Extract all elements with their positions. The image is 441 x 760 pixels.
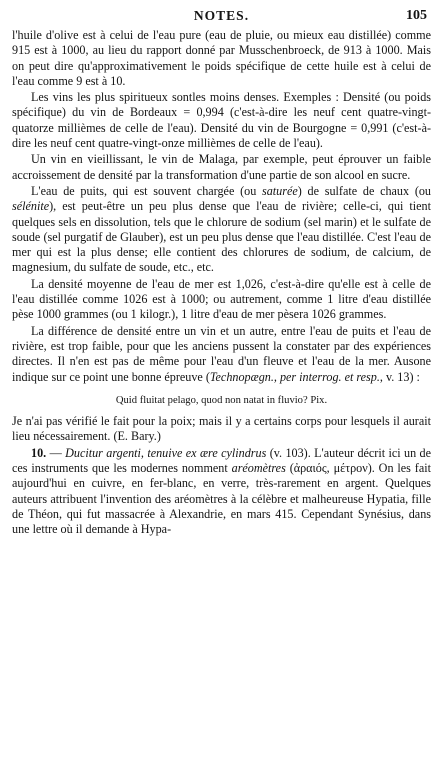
page-number: 105 bbox=[406, 8, 427, 23]
italic-text: Ducitur argenti, tenuive ex ære cylindrus bbox=[65, 445, 267, 460]
paragraph bbox=[12, 414, 431, 445]
note-number: 10. bbox=[31, 445, 47, 460]
paragraph bbox=[12, 90, 431, 151]
body-text bbox=[12, 28, 431, 538]
page-header bbox=[12, 6, 431, 28]
paragraph bbox=[12, 28, 431, 89]
text-run: Quid fluitat pelago, quod non natat in fluvio? Pix. bbox=[115, 394, 328, 406]
paragraph bbox=[12, 152, 431, 183]
text-run: l'huile d'olive est à celui de l'eau pure (eau de pluie, ou mieux eau distillée) comme 915 est à 1000, au lieu du rapport donné par Musschenbroeck, de 913 à 1000. Mais on peut dire qu'approximativement le poids spécifique de cette huile est à celui de l'eau comme 9 est à 10. bbox=[12, 28, 431, 88]
quotation bbox=[12, 393, 431, 408]
text-run: ) de sulfate de chaux (ou bbox=[297, 183, 431, 198]
text-run: (ἀραιός, μέτρον). On les fait aujourd'hui en cuivre, en fer-blanc, en verre, très-rarement en argent. Quelques auteurs attribuent l'invention des aréomètres à la célèbre et malheureuse Hypatia, fille de Théon, qui fut massacrée à Alexandrie, en mars 415. Cependant Synésius, dans une lettre où il demande à Hypa- bbox=[12, 461, 431, 537]
text-run: Les vins les plus spiritueux sontles moins denses. Exemples : Densité (ou poids spécifique) du vin de Bordeaux = 0,994 (c'est-à-dire les neuf cent quatre-vingt-quatorze millièmes de celle de l'eau). Densité du vin de Bourgogne = 0,991 (c'est-à-dire les neuf cent quatre-vingt-onze millièmes de celle de l'eau). bbox=[12, 90, 431, 151]
italic-text: sélénite bbox=[12, 199, 50, 214]
text-run: — bbox=[46, 445, 66, 460]
paragraph bbox=[12, 324, 431, 385]
italic-text: aréomètres bbox=[231, 461, 286, 476]
text-run: La densité moyenne de l'eau de mer est 1,026, c'est-à-dire qu'elle est à celle de l'eau distillée comme 1026 est à 1000; ou autrement, comme 1 litre d'eau distillée pèse 1000 grammes (ou 1 kilogr.), 1 litre d'eau de mer pèsera 1026 grammes. bbox=[12, 276, 431, 322]
text-run: (v. 103). L'auteur décrit ici un de ces instruments que les modernes nomment bbox=[12, 445, 432, 476]
paragraph bbox=[12, 446, 431, 538]
paragraph bbox=[12, 277, 431, 323]
text-run: Je n'ai pas vérifié le fait pour la poix; mais il y a certains corps pour lesquels il aurait lieu nécessairement. (E. Bary.) bbox=[12, 414, 431, 444]
italic-text: Technopægn., per interrog. et resp. bbox=[209, 369, 380, 384]
italic-text: saturée bbox=[262, 183, 298, 198]
paragraph bbox=[12, 184, 431, 276]
text-run: Un vin en vieillissant, le vin de Malaga, par exemple, peut éprouver un faible accroissement de densité par la transformation d'une partie de son alcool en sucre. bbox=[12, 152, 431, 182]
running-title: NOTES. bbox=[193, 8, 250, 23]
text-run: L'eau de puits, qui est souvent chargée (ou bbox=[31, 183, 263, 198]
text-run: La différence de densité entre un vin et un autre, entre l'eau de puits et l'eau de rivière, est trop faible, pour que les anciens pussent la constater par des expériences directes. Il n'en est pas de même pour l'eau d'un fleuve et l'eau de la mer. Ausone indique sur ce point une bonne épreuve ( bbox=[12, 323, 431, 384]
text-run: , v. 13) : bbox=[379, 369, 420, 384]
text-run: ), est peut-être un peu plus dense que l'eau de rivière; celle-ci, qui tient quelques sels en dissolution, tels que le chlorure de sodium (sel marin) et le sulfate de soude (sel purgatif de Glauber), est un peu plus dense que l'eau distillée. C'est l'eau de mer qui est la plus dense; elle contient des chlorures de sodium, de calcium, de magnesium, du sulfate de soude, etc., etc. bbox=[12, 199, 431, 275]
